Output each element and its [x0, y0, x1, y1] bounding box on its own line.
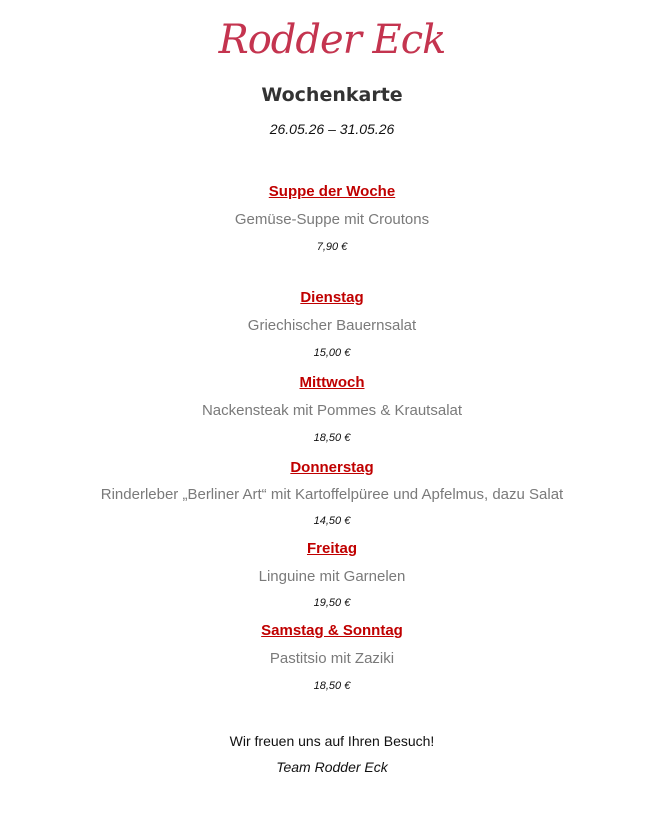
dish-weekend: Pastitsio mit Zaziki: [269, 650, 395, 667]
signature: Team Rodder Eck: [276, 759, 388, 775]
dish-tuesday: Griechischer Bauernsalat: [247, 317, 417, 334]
section-heading-weekend: Samstag & Sonntag: [261, 622, 403, 639]
section-heading-thursday: Donnerstag: [290, 459, 374, 476]
price-tuesday: 15,00 €: [313, 347, 351, 359]
price-wednesday: 18,50 €: [313, 432, 351, 444]
restaurant-logo: Rodder Eck: [218, 17, 446, 63]
dish-wednesday: Nackensteak mit Pommes & Krautsalat: [201, 402, 463, 419]
page-title: Wochenkarte: [261, 84, 403, 106]
price-soup: 7,90 €: [316, 241, 348, 253]
section-heading-tuesday: Dienstag: [300, 289, 364, 306]
closing-message: Wir freuen uns auf Ihren Besuch!: [229, 733, 435, 749]
price-weekend: 18,50 €: [313, 680, 351, 692]
price-friday: 19,50 €: [313, 597, 351, 609]
date-range: 26.05.26 – 31.05.26: [269, 121, 395, 137]
dish-soup: Gemüse-Suppe mit Croutons: [234, 211, 430, 228]
dish-thursday: Rinderleber „Berliner Art“ mit Kartoffelpüree und Apfelmus, dazu Salat: [100, 486, 564, 503]
section-heading-soup: Suppe der Woche: [268, 183, 396, 200]
section-heading-wednesday: Mittwoch: [299, 374, 365, 391]
dish-friday: Linguine mit Garnelen: [258, 568, 406, 585]
price-thursday: 14,50 €: [313, 515, 351, 527]
section-heading-friday: Freitag: [306, 540, 357, 557]
